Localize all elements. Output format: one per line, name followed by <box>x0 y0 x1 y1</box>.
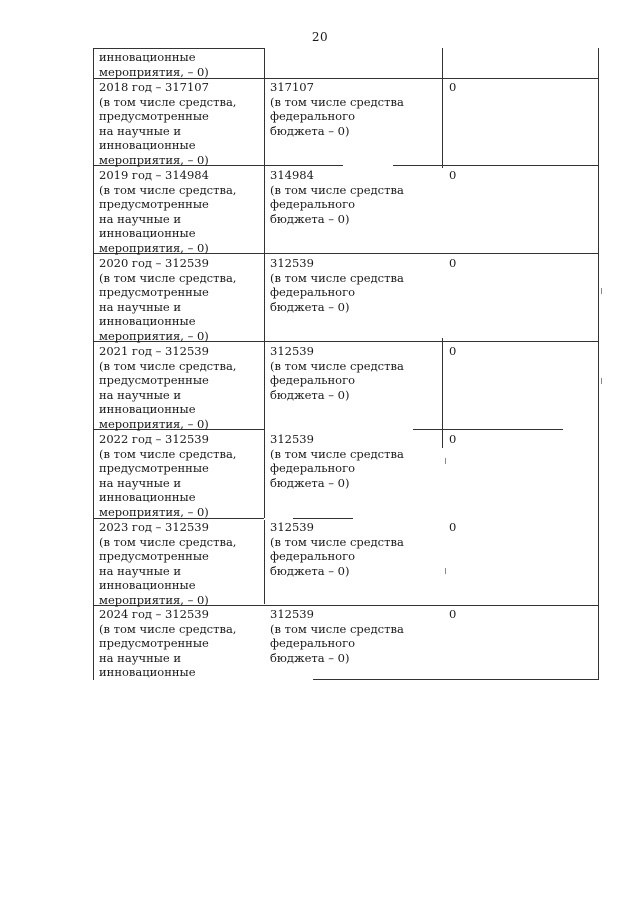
year-cell-2022: 2022 год – 312539 (в том числе средства, предусмотренные на научные и инновационные мероприятия, – 0) <box>99 432 237 519</box>
page-number: 20 <box>311 30 329 44</box>
table-bottom-border <box>313 679 599 680</box>
year-cell-2018: 2018 год – 317107 (в том числе средства, предусмотренные на научные и инновационные мероприятия, – 0) <box>99 80 237 167</box>
year-cell-2021: 2021 год – 312539 (в том числе средства, предусмотренные на научные и инновационные мероприятия, – 0) <box>99 344 237 431</box>
other-cell-2021: 0 <box>449 344 457 358</box>
scan-speck <box>445 568 446 574</box>
federal-cell-2021: 312539 (в том числе средства федерального бюджета – 0) <box>270 344 404 402</box>
continued-cell-text: инновационные мероприятия, – 0) <box>99 50 209 79</box>
scan-speck <box>601 288 602 294</box>
federal-cell-2018: 317107 (в том числе средства федерального бюджета – 0) <box>270 80 404 138</box>
row-rule-5-right <box>413 429 563 430</box>
federal-cell-2023: 312539 (в том числе средства федерального бюджета – 0) <box>270 520 404 578</box>
column-divider-1 <box>264 48 265 518</box>
other-cell-2019: 0 <box>449 168 457 182</box>
year-cell-2023: 2023 год – 312539 (в том числе средства, предусмотренные на научные и инновационные мероприятия, – 0) <box>99 520 237 607</box>
funding-table <box>93 48 601 680</box>
column-divider-1-lower <box>264 520 265 604</box>
federal-cell-2020: 312539 (в том числе средства федерального бюджета – 0) <box>270 256 404 314</box>
column-divider-2-lower <box>442 338 443 448</box>
scan-speck <box>445 458 446 464</box>
row-rule-top-left <box>93 48 264 49</box>
other-cell-2022: 0 <box>449 432 457 446</box>
other-cell-2024: 0 <box>449 607 457 621</box>
table-right-border <box>598 48 599 680</box>
scan-speck <box>601 378 602 384</box>
column-divider-2 <box>442 48 443 168</box>
row-rule-6-mid <box>293 518 353 519</box>
year-cell-2020: 2020 год – 312539 (в том числе средства, предусмотренные на научные и инновационные мероприятия, – 0) <box>99 256 237 343</box>
other-cell-2023: 0 <box>449 520 457 534</box>
federal-cell-2024: 312539 (в том числе средства федерального бюджета – 0) <box>270 607 404 665</box>
federal-cell-2019: 314984 (в том числе средства федерального бюджета – 0) <box>270 168 404 226</box>
year-cell-2024: 2024 год – 312539 (в том числе средства, предусмотренные на научные и инновационные <box>99 607 237 680</box>
federal-cell-2022: 312539 (в том числе средства федерального бюджета – 0) <box>270 432 404 490</box>
other-cell-2018: 0 <box>449 80 457 94</box>
other-cell-2020: 0 <box>449 256 457 270</box>
year-cell-2019: 2019 год – 314984 (в том числе средства, предусмотренные на научные и инновационные мероприятия, – 0) <box>99 168 237 255</box>
row-rule-2-right <box>393 165 599 166</box>
table-left-border <box>93 48 94 680</box>
